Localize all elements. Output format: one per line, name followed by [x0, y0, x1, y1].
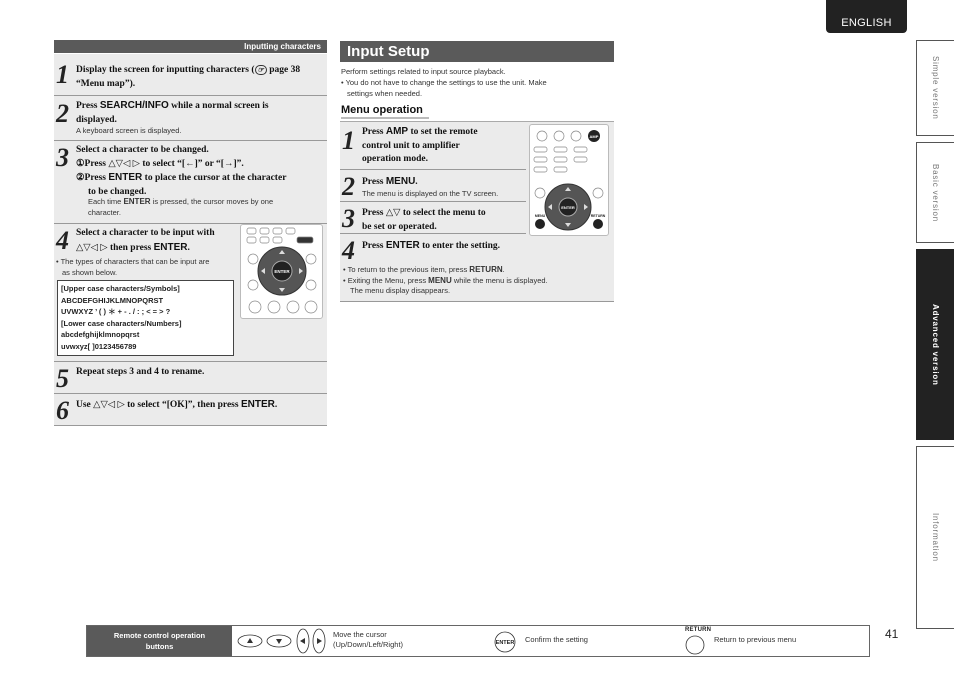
step-text: Press AMP to set the remote control unit to amplifier operation mode. [362, 126, 478, 164]
menu-step-3 [340, 202, 526, 234]
char-group-header: [Upper case characters/Symbols] [61, 284, 180, 293]
step-text: Display the screen for inputting characters ( ☞ page 38 “Menu map”). [76, 65, 301, 89]
intro-bullet-cont: settings when needed. [347, 89, 423, 98]
step-number: 1 [56, 60, 69, 89]
char-group-header: [Lower case characters/Numbers] [61, 318, 182, 328]
menu-step-2 [340, 170, 526, 202]
step-3 [54, 141, 327, 224]
reference-icon: ☞ [255, 65, 267, 75]
menu-operation-box [340, 121, 614, 302]
step-text: Select a character to be input with △▽◁ ▷ then press ENTER. [76, 228, 215, 253]
step-text: Press MENU. [362, 176, 418, 187]
section-header: Inputting characters [54, 40, 327, 53]
svg-text:ENTER: ENTER [274, 269, 290, 274]
intro-bullet: • You do not have to change the settings to use the unit. Make [341, 78, 547, 87]
step-text: Use △▽◁ ▷ to select “[OK]”, then press ENTER. [76, 399, 278, 410]
char-row: UVWXYZ ’ ( ) ＊ + - . / : ; < = > ? [61, 307, 171, 316]
tab-advanced-version[interactable] [916, 249, 954, 440]
menu-step-1 [340, 122, 526, 170]
step-1 [54, 54, 327, 96]
intro-text: Perform settings related to input source playback. [341, 67, 506, 76]
enter-key-label: ENTER [561, 205, 575, 210]
step-5 [54, 362, 327, 394]
step-number: 4 [56, 226, 69, 255]
step-text: Select a character to be changed. ①Press △▽◁ ▷ to select “[←]” or “[→]”. ②Press ENTER to place the cursor at the character to be changed. [76, 145, 287, 197]
language-tab[interactable] [826, 0, 907, 33]
remote-buttons-legend [86, 625, 870, 657]
language-label: ENGLISH [841, 17, 892, 29]
char-row: ABCDEFGHIJKLMNOPQRST [61, 295, 164, 305]
char-row: uvwxyz[ ]0123456789 [61, 341, 137, 351]
step-number: 2 [56, 99, 69, 128]
step-text: Press △▽ to select the menu to be set or operated. [362, 208, 486, 232]
page-number: 41 [885, 627, 899, 641]
page-title: Input Setup [340, 41, 614, 62]
amp-key-label: AMP [589, 134, 599, 139]
step-number: 3 [342, 204, 355, 233]
tab-label: Simple version [931, 56, 940, 120]
step-number: 2 [342, 172, 355, 201]
tab-label: Advanced version [931, 303, 940, 386]
remote-control-image [529, 124, 609, 236]
tab-label: Information [931, 513, 940, 562]
return-key-label: RETURN [590, 214, 606, 218]
step-note: • The types of characters that can be input are as shown below. [56, 257, 210, 277]
page-link[interactable]: page 38 [269, 65, 301, 75]
heading-underline [341, 117, 429, 119]
step-note: The menu is displayed on the TV screen. [362, 189, 499, 198]
step-number: 1 [342, 126, 355, 155]
menu-operation-heading: Menu operation [341, 104, 423, 116]
step-number: 3 [56, 143, 69, 172]
char-row: abcdefghijklmnopqrst [61, 330, 140, 339]
tab-label: Basic version [931, 163, 940, 222]
step-6 [54, 394, 327, 426]
confirm-text: Confirm the setting [525, 635, 588, 644]
move-cursor-text: Move the cursor (Up/Down/Left/Right) [333, 630, 404, 649]
return-button-icon [685, 634, 707, 656]
return-text: Return to previous menu [714, 635, 797, 644]
arrow-buttons-icon [237, 628, 327, 654]
svg-text:ENTER: ENTER [495, 640, 515, 646]
search-info-key: SEARCH/INFO [99, 100, 169, 111]
step-text: Repeat steps 3 and 4 to rename. [76, 367, 205, 377]
step-number: 6 [56, 396, 69, 425]
menu-step-4 [340, 234, 614, 265]
legend-label: Remote control operation buttons [87, 626, 232, 656]
remote-control-image [240, 224, 323, 319]
tab-information[interactable] [916, 446, 954, 629]
step-2 [54, 96, 327, 141]
step-number: 5 [56, 364, 69, 393]
step-number: 4 [342, 236, 355, 265]
step-text: Press ENTER to enter the setting. [362, 240, 501, 251]
tab-simple-version[interactable] [916, 40, 954, 136]
menu-notes: • To return to the previous item, press RETURN. • Exiting the Menu, press MENU while the menu is displayed. The menu display disappears. [343, 265, 548, 295]
menu-key-label: MENU [534, 214, 546, 218]
return-key-label: RETURN [685, 627, 712, 633]
step-note: Each time ENTER is pressed, the cursor moves by one character. [88, 197, 274, 217]
character-list-box [57, 280, 234, 356]
enter-button-icon [493, 630, 517, 654]
step-note: A keyboard screen is displayed. [76, 126, 182, 135]
step-text: Press SEARCH/INFO while a normal screen is displayed. [76, 100, 269, 125]
tab-basic-version[interactable] [916, 142, 954, 243]
